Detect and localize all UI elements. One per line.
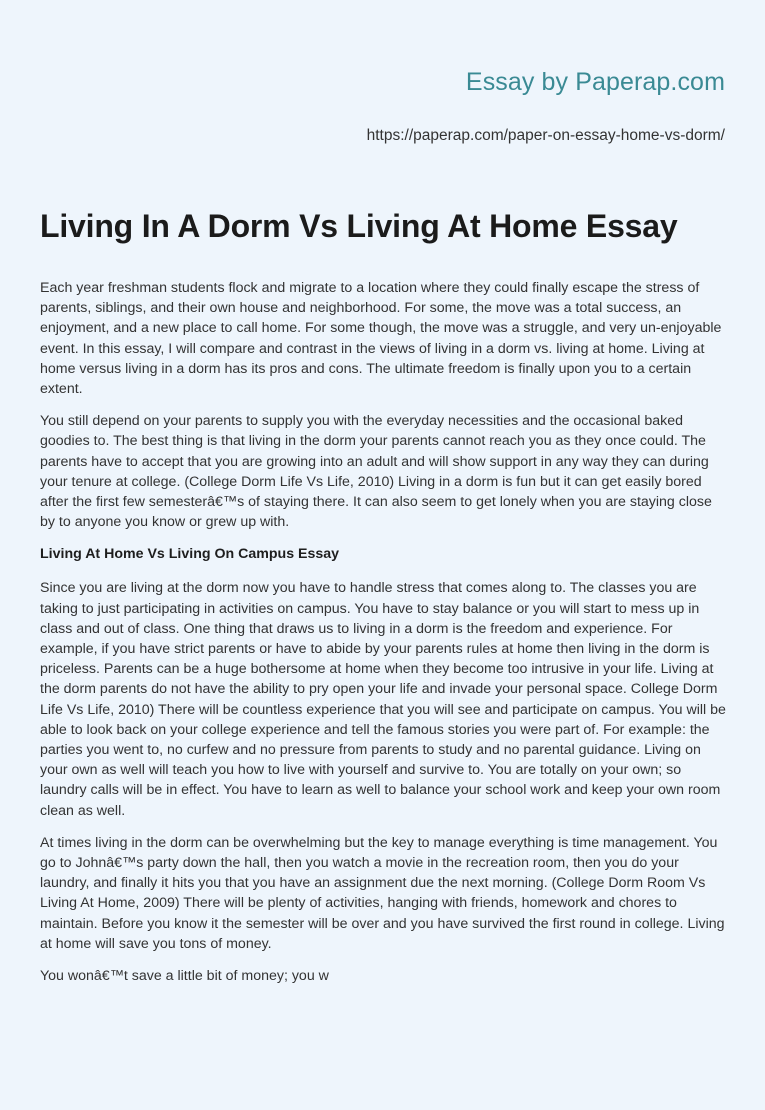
- paragraph-truncated: You wonâ€™t save a little bit of money; you w: [40, 968, 329, 985]
- section-subheading: Living At Home Vs Living On Campus Essay: [40, 546, 340, 563]
- site-brand-link[interactable]: Essay by Paperap.com: [465, 68, 725, 96]
- paragraph: Since you are living at the dorm now you have to handle stress that comes along to. The classes you are taking to just participating in activities on campus. You have to stay balance or you will start to mess up in class and out of class. One thing that draws us to living in a dorm is the freedom and experience. For example, if you have strict parents or have to abide by your parents rules at home then living in the dorm is priceless. Parents can be a huge bothersome at home when they become too intrusive in your life. Living at the dorm parents do not have the ability to pry open your life and invade your personal space. College Dorm Life Vs Life, 2010) There will be countless experience that you will see and participate on campus. You will be able to look back on your college experience and tell the famous stories you were part of. For example: the parties you went to, no curfew and no pressure from parents to study and no parental guidance. Living on your own as well will teach you how to live with yourself and survive to. You are totally on your own; so laundry calls will be in effect. You have to learn as well to balance your school work and keep your own room clean as well.: [40, 580, 726, 819]
- source-url-link[interactable]: https://paperap.com/paper-on-essay-home-vs-dorm/: [366, 127, 725, 144]
- page-title: Living In A Dorm Vs Living At Home Essay: [40, 208, 678, 244]
- paragraph: Each year freshman students flock and migrate to a location where they could finally escape the stress of parents, siblings, and their own house and neighborhood. For some, the move was a total success, an enjoyment, and a new place to call home. For some though, the move was a struggle, and very un-enjoyable event. In this essay, I will compare and contrast in the views of living in a dorm vs. living at home. Living at home versus living in a dorm has its pros and cons. The ultimate freedom is finally upon you to a certain extent.: [40, 280, 722, 398]
- paragraph: You still depend on your parents to supply you with the everyday necessities and the occasional baked goodies to. The best thing is that living in the dorm your parents cannot reach you as they once could. The parents have to accept that you are growing into an adult and will show support in any way they can during your tenure at college. (College Dorm Life Vs Life, 2010) Living in a dorm is fun but it can get easily bored after the first few semesterâ€™s of staying there. It can also seem to get lonely when you are staying close by to anyone you know or grew up with.: [40, 413, 712, 531]
- essay-body: [40, 278, 728, 998]
- paragraph: At times living in the dorm can be overwhelming but the key to manage everything is time management. You go to Johnâ€™s party down the hall, then you watch a movie in the recreation room, then you do your laundry, and finally it hits you that you have an assignment due the next morning. (College Dorm Room Vs Living At Home, 2009) There will be plenty of activities, hanging with friends, homework and chores to maintain. Before you know it the semester will be over and you have survived the first round in college. Living at home will save you tons of money.: [40, 834, 725, 952]
